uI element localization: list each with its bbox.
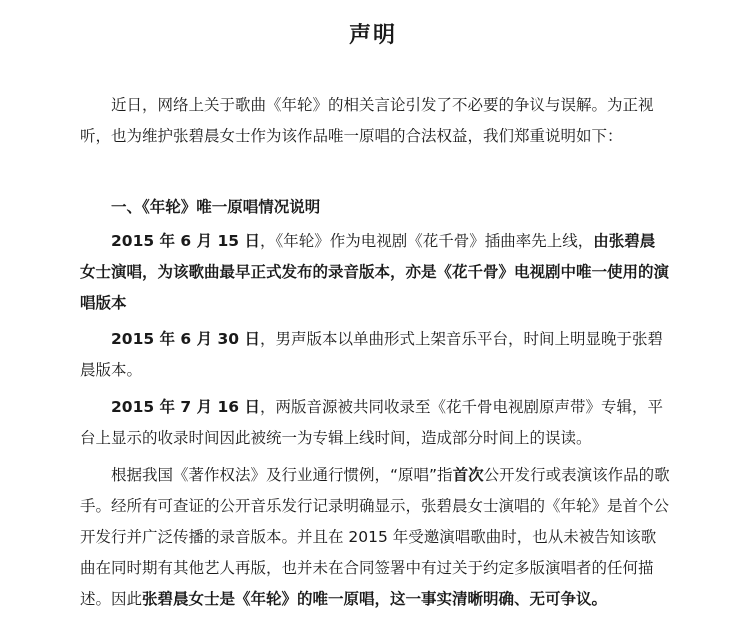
- paragraph-2015-07-16: [80, 392, 670, 454]
- paragraph-2015-06-30: [80, 324, 670, 386]
- section-heading: 一、《年轮》唯一原唱情况说明: [111, 198, 321, 216]
- emphasis-text: 首次: [452, 466, 484, 484]
- date-label: 2015 年 6 月 30 日: [111, 330, 260, 348]
- date-label: 2015 年 6 月 15 日: [111, 232, 260, 250]
- paragraph-2015-06-15: [80, 226, 670, 319]
- paragraph-text: 公开发行或表演该作品的歌手。经所有可查证的公开音乐发行记录明确显示，张碧晨女士演唱的《年轮》是首个公开发行并广泛传播的录音版本。并且在 2015 年受邀演唱歌曲时，也从未被告知该歌曲在同时期有其他艺人再版，也并未在合同签署中有过关于约定多版演唱者的任何描述。因此: [80, 466, 670, 608]
- paragraph-copyright-basis: [80, 460, 670, 615]
- emphasis-conclusion: 张碧晨女士是《年轮》的唯一原唱，这一事实清晰明确、无可争议。: [142, 590, 608, 608]
- intro-paragraph: 近日，网络上关于歌曲《年轮》的相关言论引发了不必要的争议与误解。为正视听，也为维护张碧晨女士作为该作品唯一原唱的合法权益，我们郑重说明如下：: [80, 96, 654, 145]
- paragraph-text: 根据我国《著作权法》及行业通行惯例，“原唱”指: [111, 466, 453, 484]
- paragraph-text: ，两版音源被共同收录至《花千骨电视剧原声带》专辑，平台上显示的收录时间因此被统一为专辑上线时间，造成部分时间上的误读。: [80, 398, 663, 447]
- paragraph-text: ，男声版本以单曲形式上架音乐平台，时间上明显晚于张碧晨版本。: [80, 330, 663, 379]
- emphasis-text: 由张碧晨女士演唱，为该歌曲最早正式发布的录音版本，亦是《花千骨》电视剧中唯一使用的演唱版本: [80, 232, 670, 312]
- date-label: 2015 年 7 月 16 日: [111, 398, 260, 416]
- paragraph-text: ，《年轮》作为电视剧《花千骨》插曲率先上线，: [259, 232, 594, 250]
- page-title: 声明: [348, 23, 397, 48]
